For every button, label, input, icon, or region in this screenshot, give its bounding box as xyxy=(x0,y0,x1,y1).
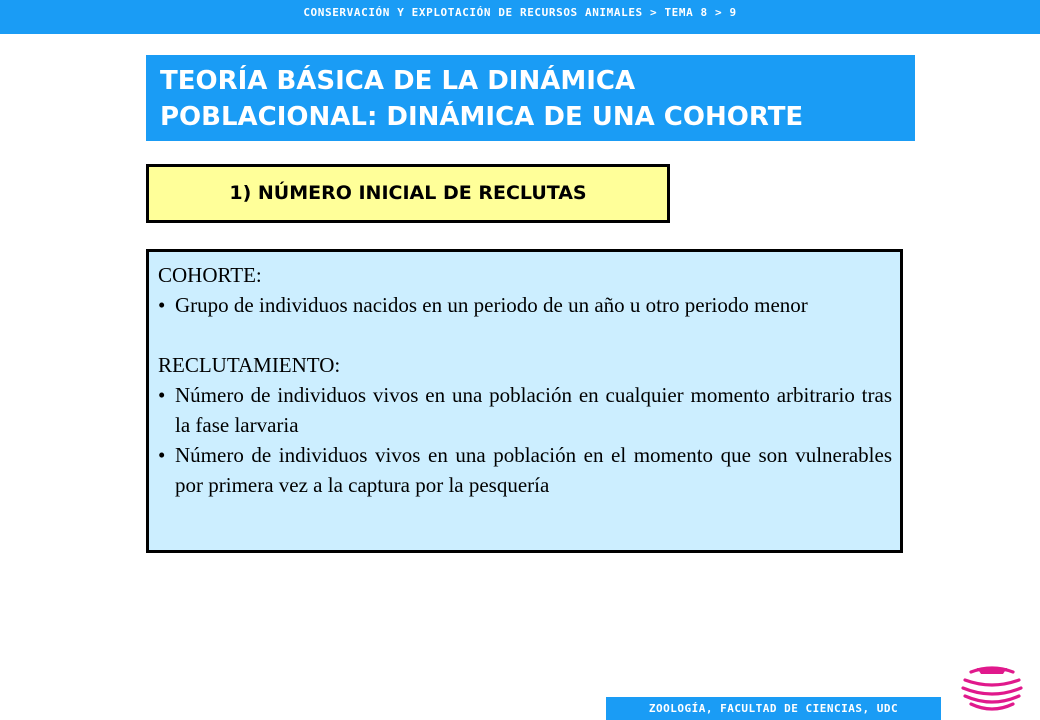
list-item xyxy=(158,380,892,440)
reclutamiento-heading: RECLUTAMIENTO: xyxy=(158,353,341,377)
cohorte-definition: Grupo de individuos nacidos en un periodo de un año u otro periodo menor xyxy=(175,293,808,317)
bullet-marker: • xyxy=(158,293,166,317)
header-breadcrumb xyxy=(0,0,1040,34)
reclutamiento-definition-1: Número de individuos vivos en una población en cualquier momento arbitrario tras la fase larvaria xyxy=(175,383,892,437)
bullet-marker: • xyxy=(158,443,166,467)
spacer xyxy=(158,320,892,350)
definitions-panel xyxy=(146,249,903,553)
page-title xyxy=(146,55,915,141)
bullet-marker: • xyxy=(158,383,166,407)
breadcrumb-text: CONSERVACIÓN Y EXPLOTACIÓN DE RECURSOS ANIMALES > TEMA 8 > 9 xyxy=(303,6,737,19)
cohorte-heading: COHORTE: xyxy=(158,263,262,287)
title-line-2: POBLACIONAL: DINÁMICA DE UNA COHORTE xyxy=(160,102,804,132)
section-heading xyxy=(146,164,670,223)
footer-text: ZOOLOGÍA, FACULTAD DE CIENCIAS, UDC xyxy=(648,702,899,715)
list-item xyxy=(158,440,892,500)
university-logo-icon xyxy=(957,660,1027,716)
list-item xyxy=(158,290,892,320)
title-line-1: TEORÍA BÁSICA DE LA DINÁMICA xyxy=(160,66,636,96)
footer-label xyxy=(606,697,941,720)
reclutamiento-definition-2: Número de individuos vivos en una población en el momento que son vulnerables por primera vez a la captura por la pesquería xyxy=(175,443,892,497)
section-heading-label: 1) NÚMERO INICIAL DE RECLUTAS xyxy=(229,182,587,204)
